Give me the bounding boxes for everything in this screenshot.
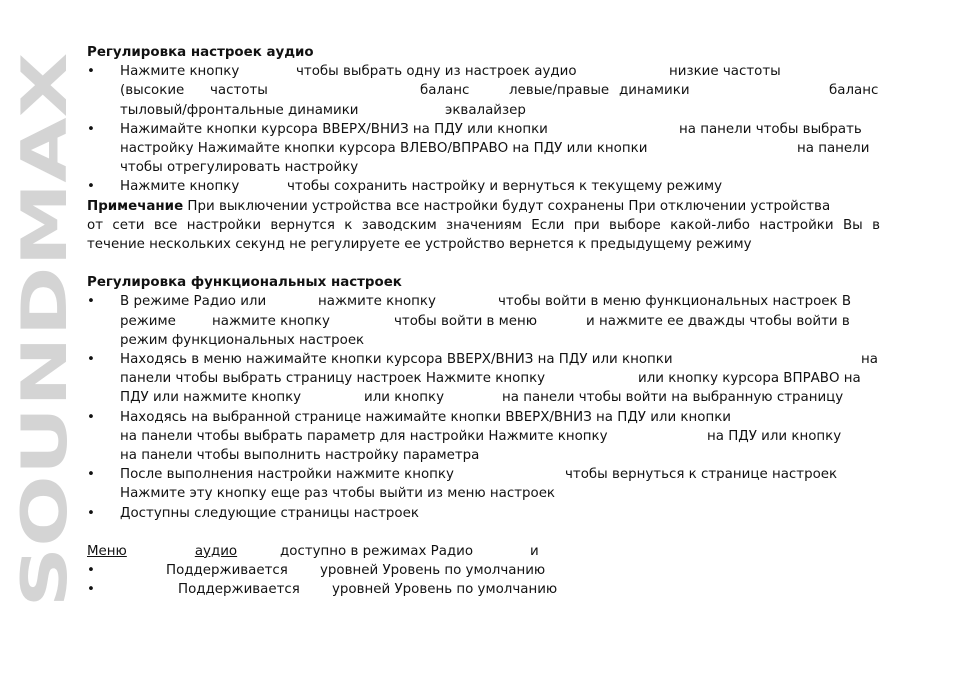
soundmax-logo-graphic (8, 50, 81, 610)
soundmax-logo-text: SOUNDMAX (8, 198, 81, 608)
list-item: • В режиме Радио или нажмите кнопку чтобы войти в меню функциональных настроек В (87, 292, 880, 311)
bullet-icon: • (87, 467, 95, 483)
list-item-continuation: настройку Нажимайте кнопки курсора ВЛЕВО/ВПРАВО на ПДУ или кнопки на панели (120, 140, 870, 156)
list-item-continuation: чтобы отрегулировать настройку (120, 160, 359, 176)
list-item: • Находясь на выбранной странице нажимайте кнопки ВВЕРХ/ВНИЗ на ПДУ или кнопки (87, 408, 880, 427)
bullet-icon: • (87, 352, 95, 367)
list-item: • Нажмите кнопку чтобы сохранить настройку и вернуться к текущему режиму (87, 177, 880, 196)
list-item-continuation: (высокие частоты баланс левые/правые динамики баланс (120, 83, 879, 99)
bullet-icon: • (87, 121, 95, 137)
list-item-continuation: ПДУ или нажмите кнопку или кнопку на панели чтобы войти на выбранную страницу (120, 390, 844, 406)
list-item-continuation: панели чтобы выбрать страницу настроек Нажмите кнопку или кнопку курсора ВПРАВО на (120, 371, 861, 387)
bullet-icon: • (87, 409, 95, 425)
list-item-continuation: на панели чтобы выполнить настройку параметра (120, 447, 480, 463)
list-item: • Доступны следующие страницы настроек (87, 504, 880, 523)
list-item-continuation: режиме нажмите кнопку чтобы войти в меню и нажмите ее дважды чтобы войти в (120, 313, 850, 329)
bullet-icon: • (87, 179, 95, 195)
menu-audio-line: Меню аудио доступно в режимах Радио и (87, 543, 539, 559)
list-item: • Нажмите кнопку чтобы выбрать одну из настроек аудио низкие частоты (87, 62, 880, 81)
note-paragraph-line: от сети все настройки вернутся к заводским значениям Если при выборе какой-либо настройки Вы в (87, 217, 880, 233)
bullet-icon: • (87, 294, 95, 310)
list-item-continuation: на панели чтобы выбрать параметр для настройки Нажмите кнопку на ПДУ или кнопку (120, 428, 842, 444)
list-item-continuation: Нажмите эту кнопку еще раз чтобы выйти из меню настроек (120, 486, 556, 502)
section-heading-functional: Регулировка функциональных настроек (87, 275, 402, 291)
bullet-icon: • (87, 505, 95, 521)
note-paragraph: Примечание При выключении устройства все настройки будут сохранены При отключении устройства (87, 198, 831, 214)
note-paragraph-line: течение нескольких секунд не регулируете ее устройство вернется к предыдущему режиму (87, 236, 752, 252)
list-item-continuation: режим функциональных настроек (120, 332, 365, 348)
list-item: • После выполнения настройки нажмите кнопку чтобы вернуться к странице настроек (87, 465, 880, 484)
bullet-icon: • (87, 563, 95, 579)
section-heading-audio: Регулировка настроек аудио (87, 45, 314, 60)
bullet-icon: • (87, 582, 95, 598)
list-item: • Поддерживается уровней Уровень по умолчанию (87, 561, 880, 580)
list-item: • Нажимайте кнопки курсора ВВЕРХ/ВНИЗ на ПДУ или кнопки на панели чтобы выбрать (87, 120, 880, 139)
list-item-continuation: тыловый/фронтальные динамики эквалайзер (120, 102, 526, 118)
list-item: • Находясь в меню нажимайте кнопки курсора ВВЕРХ/ВНИЗ на ПДУ или кнопки на (87, 350, 880, 369)
soundmax-logo (8, 50, 81, 610)
list-item: • Поддерживается уровней Уровень по умолчанию (87, 580, 880, 599)
document-body (87, 43, 880, 599)
note-label: Примечание (87, 198, 184, 214)
menu-label: Меню аудио (87, 543, 238, 559)
bullet-icon: • (87, 64, 95, 80)
